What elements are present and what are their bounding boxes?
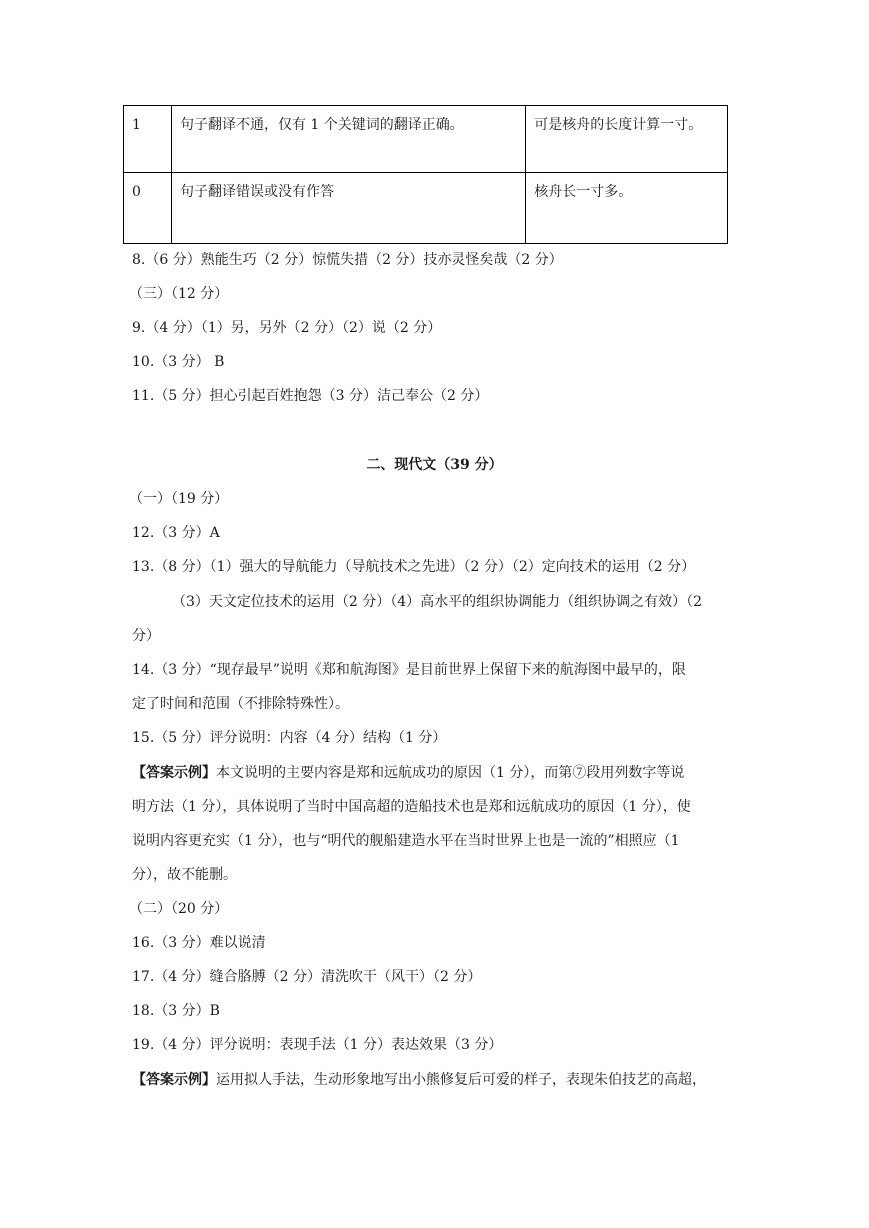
answer-q15-example-line2: 明方法（1 分），具体说明了当时中国高超的造船技术也是郑和远航成功的原因（1 分），使: [132, 799, 691, 815]
example-cell: 可是核舟的长度计算一寸。: [526, 106, 728, 173]
table-row: [124, 106, 728, 173]
answer-example-tag: 【答案示例】: [132, 1072, 216, 1088]
answer-q14-line1: 14.（3 分）“现存最早”说明《郑和航海图》是目前世界上保留下来的航海图中最早的，限: [132, 662, 686, 678]
answer-q15-example-line3: 说明内容更充实（1 分），也与“明代的舰船建造水平在当时世界上也是一流的”相照应（1: [132, 833, 680, 849]
answer-q13-line2: （3）天文定位技术的运用（2 分）（4）高水平的组织协调能力（组织协调之有效）（2: [172, 594, 703, 610]
answer-q8: 8.（6 分）熟能生巧（2 分）惊慌失措（2 分）技亦灵怪矣哉（2 分）: [132, 252, 563, 268]
example-cell: 核舟长一寸多。: [526, 173, 728, 244]
answer-q14-line2: 定了时间和范围（不排除特殊性）。: [132, 696, 349, 712]
answer-q17: 17.（4 分）缝合胳膊（2 分）清洗吹干（风干）（2 分）: [132, 969, 482, 985]
answer-q19: 19.（4 分）评分说明：表现手法（1 分）表达效果（3 分）: [132, 1037, 503, 1053]
answer-q15-example-line4: 分），故不能删。: [132, 867, 237, 883]
score-cell: 1: [124, 106, 172, 173]
part-two-heading: 二、现代文（39 分）: [366, 457, 503, 473]
answer-q10: 10.（3 分） B: [132, 354, 225, 370]
subsection-heading-1: （一）（19 分）: [129, 491, 229, 507]
subsection-heading-2: （二）（20 分）: [129, 901, 229, 917]
answer-q12: 12.（3 分）A: [132, 525, 220, 541]
answer-q15: 15.（5 分）评分说明：内容（4 分）结构（1 分）: [132, 730, 447, 746]
answer-example-text: 本文说明的主要内容是郑和远航成功的原因（1 分），而第⑦段用列数字等说: [216, 765, 685, 781]
score-cell: 0: [124, 173, 172, 244]
answer-q15-example-line1: [132, 763, 684, 783]
answer-example-text: 运用拟人手法，生动形象地写出小熊修复后可爱的样子，表现朱伯技艺的高超，: [216, 1072, 706, 1088]
answer-q16: 16.（3 分）难以说清: [132, 935, 266, 951]
criteria-cell: 句子翻译不通，仅有 1 个关键词的翻译正确。: [171, 106, 525, 173]
answer-q13-line1: 13.（8 分）（1）强大的导航能力（导航技术之先进）（2 分）（2）定向技术的运用（2 分）: [132, 559, 696, 575]
answer-example-tag: 【答案示例】: [132, 765, 216, 781]
criteria-cell: 句子翻译错误或没有作答: [171, 173, 525, 244]
answer-q9: 9.（4 分）（1）另，另外（2 分）（2）说（2 分）: [132, 320, 442, 336]
scoring-table: [123, 105, 728, 244]
table-row: [124, 173, 728, 244]
section-heading-3: （三）（12 分）: [129, 286, 229, 302]
answer-q18: 18.（3 分）B: [132, 1003, 220, 1019]
answer-q13-line3: 分）: [132, 628, 160, 644]
answer-q19-example-line1: [132, 1070, 706, 1090]
answer-q11: 11.（5 分）担心引起百姓抱怨（3 分）洁己奉公（2 分）: [132, 388, 489, 404]
